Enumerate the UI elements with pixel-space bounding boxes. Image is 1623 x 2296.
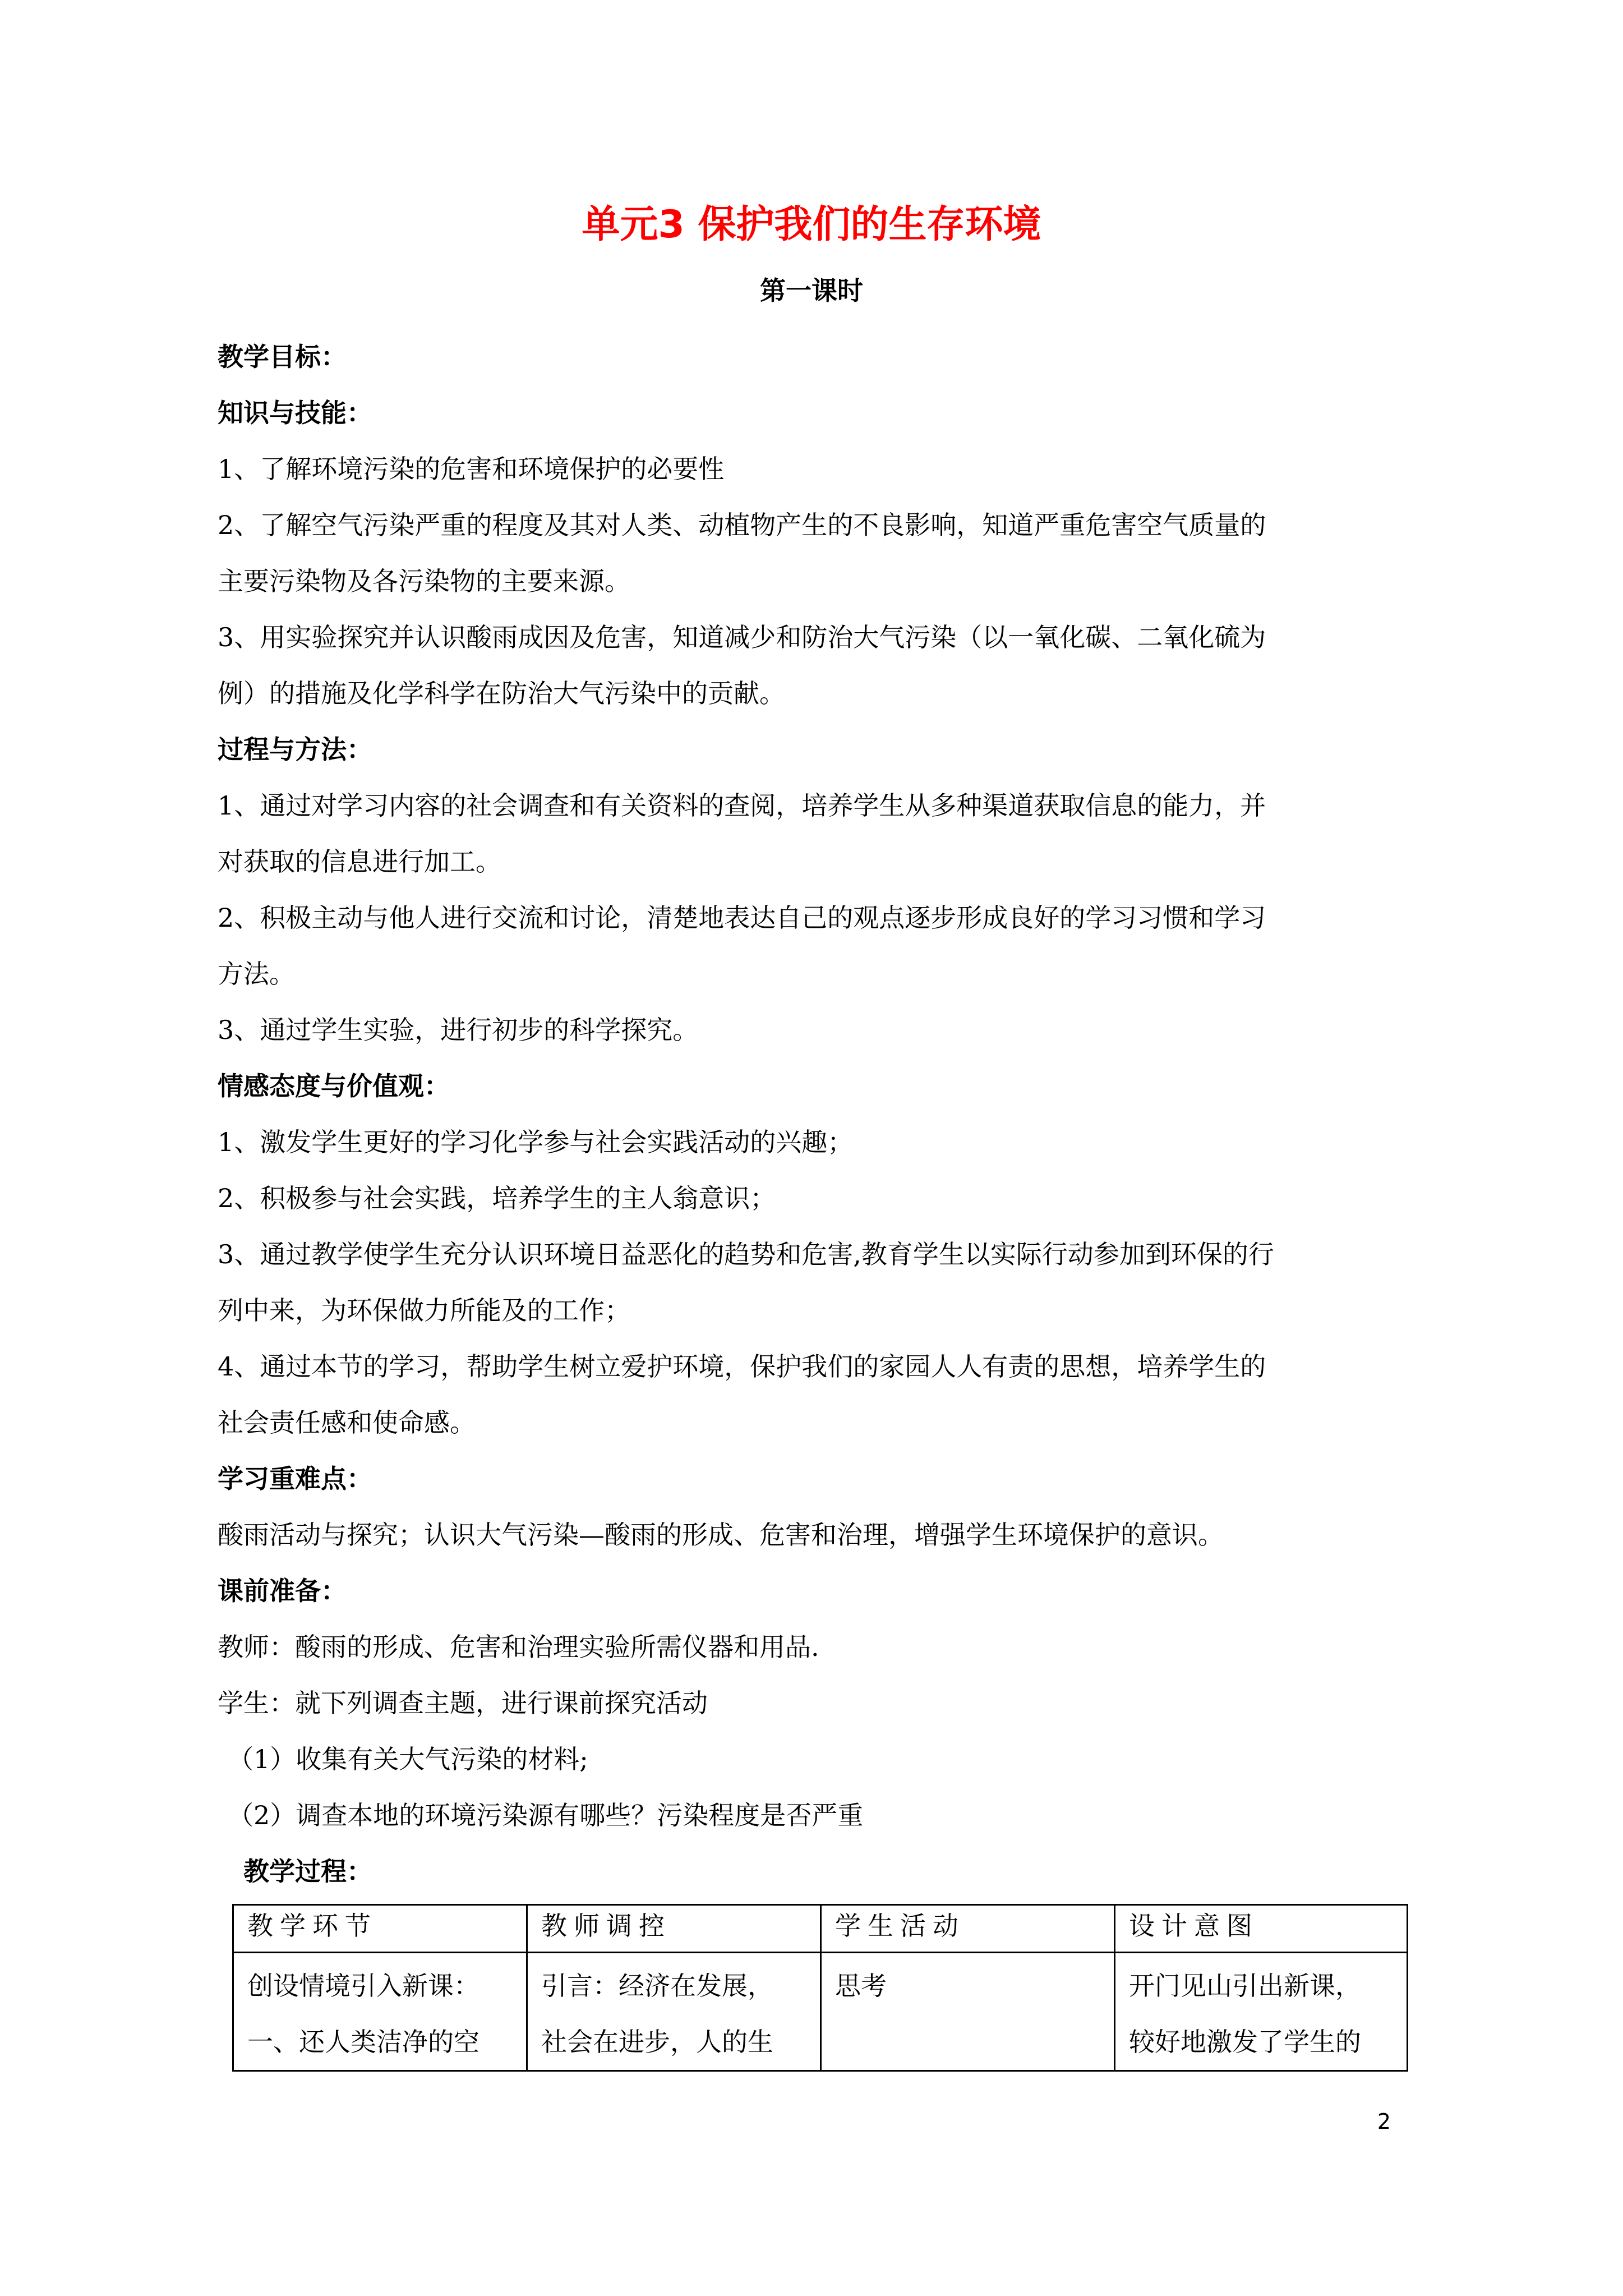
- cell-line: 思考: [835, 1971, 887, 2001]
- body-line: 3、通过教学使学生充分认识环境日益恶化的趋势和危害,教育学生以实际行动参加到环保的行: [218, 1239, 1274, 1269]
- body-line: 教师：酸雨的形成、危害和治理实验所需仪器和用品.: [218, 1632, 819, 1662]
- body-line: 社会责任感和使命感。: [218, 1407, 476, 1438]
- cell-line: 较好地激发了学生的: [1129, 2027, 1361, 2057]
- table-cell: [821, 1953, 1115, 2071]
- table-header-cell: 教师调控: [527, 1905, 821, 1953]
- table-header-row: [233, 1905, 1408, 1953]
- body-line: 2、积极参与社会实践，培养学生的主人翁意识；: [218, 1183, 776, 1213]
- document-body: [218, 329, 1412, 1899]
- section-heading: 教学过程：: [243, 1856, 372, 1887]
- table-cell: [527, 1953, 821, 2071]
- section-heading: 课前准备：: [218, 1576, 347, 1606]
- body-line: 例）的措施及化学科学在防治大气污染中的贡献。: [218, 678, 785, 708]
- body-line: 1、通过对学习内容的社会调查和有关资料的查阅，培养学生从多种渠道获取信息的能力，并: [218, 790, 1266, 821]
- lesson-subtitle: 第一课时: [760, 275, 863, 306]
- body-line: 3、通过学生实验，进行初步的科学探究。: [218, 1015, 699, 1045]
- section-heading: 过程与方法：: [218, 734, 372, 765]
- body-line: 1、了解环境污染的危害和环境保护的必要性: [218, 454, 725, 484]
- body-line: 4、通过本节的学习，帮助学生树立爱护环境，保护我们的家园人人有责的思想，培养学生的: [218, 1351, 1266, 1382]
- body-line: 2、积极主动与他人进行交流和讨论，清楚地表达自己的观点逐步形成良好的学习习惯和学习: [218, 903, 1266, 933]
- table-cell: [1115, 1953, 1408, 2071]
- table-header-cell: 设计意图: [1115, 1905, 1408, 1953]
- body-line: 学生：就下列调查主题，进行课前探究活动: [218, 1688, 708, 1718]
- cell-line: 社会在进步，人的生: [541, 2027, 773, 2057]
- body-line: 列中来，为环保做力所能及的工作；: [218, 1295, 630, 1326]
- section-heading: 情感态度与价值观：: [218, 1071, 450, 1101]
- table-header-cell: 教学环节: [233, 1905, 527, 1953]
- cell-line: 引言：经济在发展，: [541, 1971, 773, 2001]
- body-line: 3、用实验探究并认识酸雨成因及危害，知道减少和防治大气污染（以一氧化碳、二氧化硫为: [218, 622, 1266, 652]
- body-line: 主要污染物及各污染物的主要来源。: [218, 566, 630, 596]
- table-cell: [233, 1953, 527, 2071]
- page-title: 单元3 保护我们的生存环境: [582, 203, 1041, 247]
- body-line: 2、了解空气污染严重的程度及其对人类、动植物产生的不良影响，知道严重危害空气质量的: [218, 510, 1266, 540]
- section-heading: 知识与技能：: [218, 398, 372, 428]
- body-line: 酸雨活动与探究；认识大气污染—酸雨的形成、危害和治理，增强学生环境保护的意识。: [218, 1520, 1224, 1550]
- body-line: 方法。: [218, 959, 295, 989]
- cell-line: 开门见山引出新课，: [1129, 1971, 1361, 2001]
- body-line: （1）收集有关大气污染的材料;: [228, 1744, 588, 1774]
- body-line: 对获取的信息进行加工。: [218, 846, 501, 877]
- cell-line: [835, 2014, 1100, 2070]
- cell-line: 创设情境引入新课：: [247, 1971, 479, 2001]
- table-row: [233, 1953, 1408, 2071]
- section-heading: 学习重难点：: [218, 1464, 372, 1494]
- section-heading: 教学目标：: [218, 342, 347, 372]
- cell-line: 一、还人类洁净的空: [247, 2027, 479, 2057]
- table-header-cell: 学生活动: [821, 1905, 1115, 1953]
- teaching-process-table: [232, 1904, 1408, 2072]
- page-number: 2: [1377, 2109, 1391, 2134]
- body-line: （2）调查本地的环境污染源有哪些？污染程度是否严重: [228, 1800, 864, 1830]
- body-line: 1、激发学生更好的学习化学参与社会实践活动的兴趣；: [218, 1127, 854, 1157]
